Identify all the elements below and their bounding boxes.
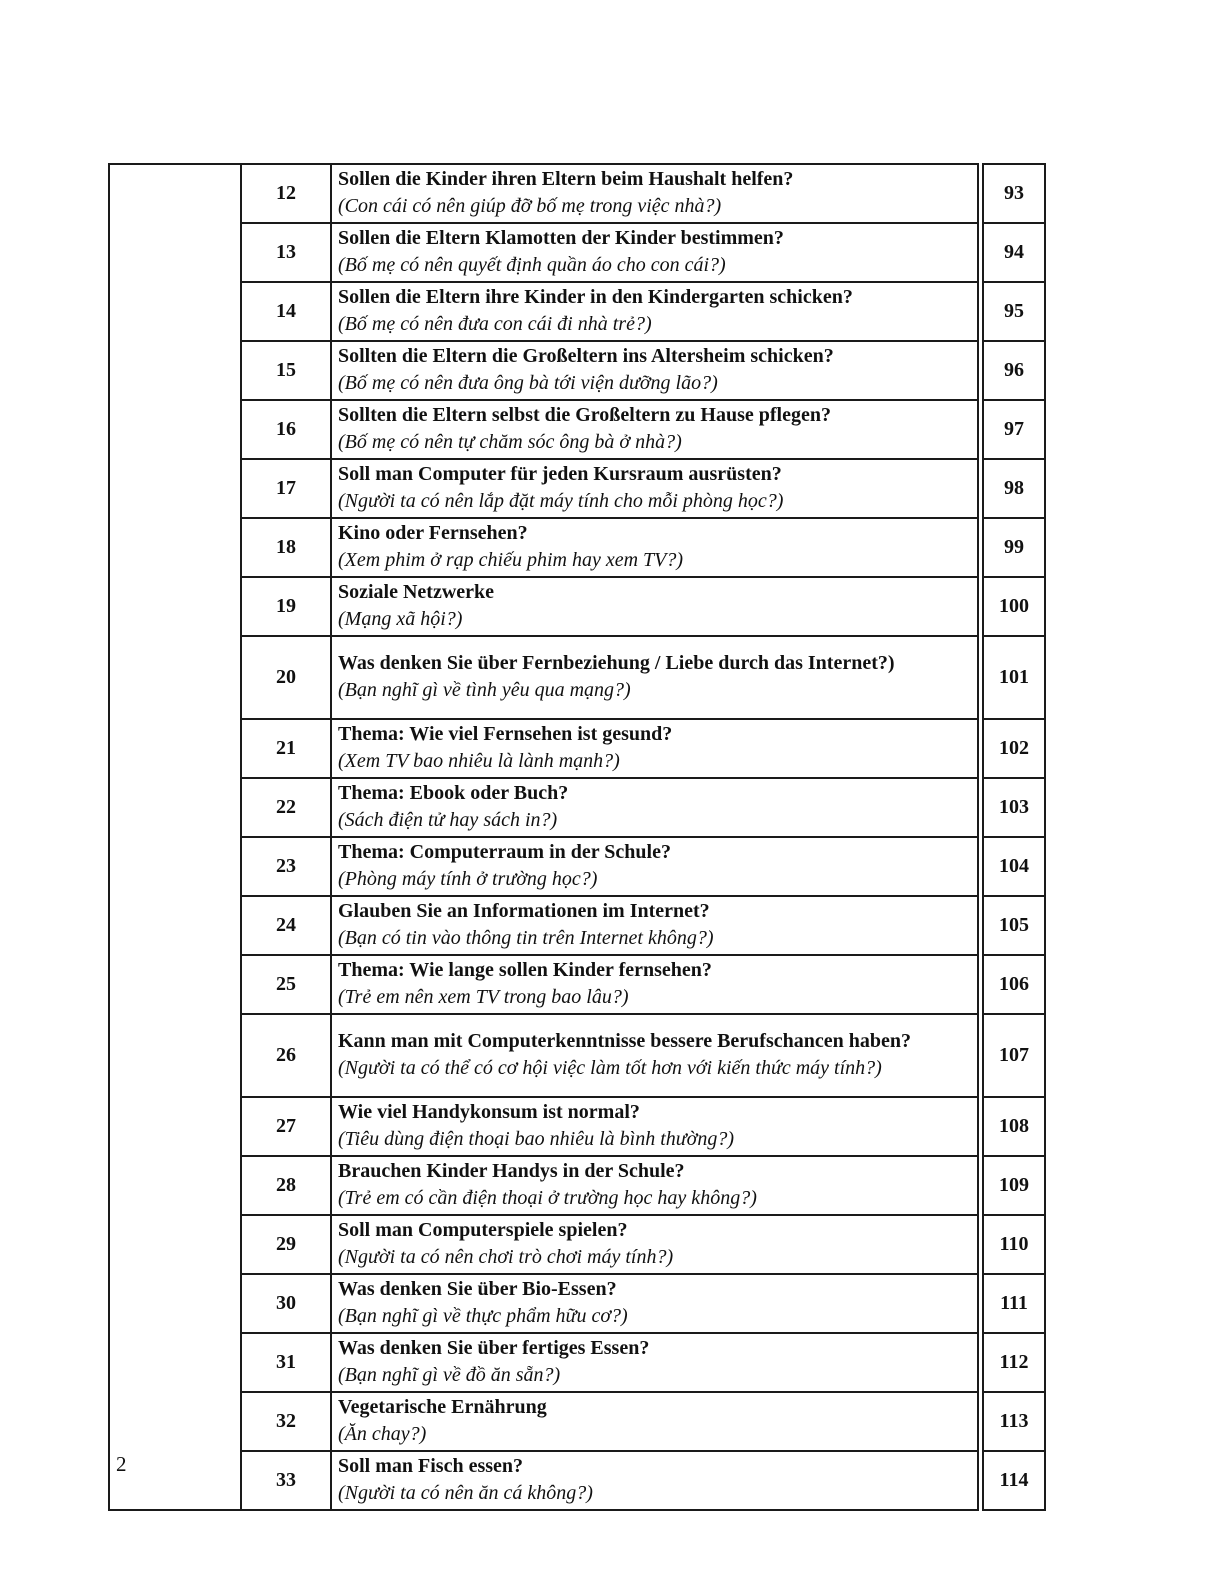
topic-title xyxy=(331,1333,981,1392)
table-of-contents xyxy=(108,163,1046,1511)
page-ref: 101 xyxy=(981,636,1046,719)
topic-number: 28 xyxy=(241,1156,331,1215)
topic-number: 16 xyxy=(241,400,331,459)
topic-title-german: Kino oder Fernsehen? xyxy=(338,522,528,544)
topic-number: 24 xyxy=(241,896,331,955)
topic-title-german: Kann man mit Computerkenntnisse bessere Berufschancen haben? xyxy=(338,1030,911,1052)
topic-title-german: Thema: Wie lange sollen Kinder fernsehen? xyxy=(338,959,712,981)
topic-title-german: Thema: Ebook oder Buch? xyxy=(338,782,569,804)
page-ref: 99 xyxy=(981,518,1046,577)
topic-title-german: Soll man Computerspiele spielen? xyxy=(338,1219,628,1241)
topic-number: 29 xyxy=(241,1215,331,1274)
topic-title-german: Was denken Sie über Bio-Essen? xyxy=(338,1278,617,1300)
table-row xyxy=(109,164,1045,223)
topic-title xyxy=(331,896,981,955)
topic-title xyxy=(331,1014,981,1097)
page-ref: 93 xyxy=(981,164,1046,223)
page-ref: 114 xyxy=(981,1451,1046,1510)
topic-title-vietnamese: (Bố mẹ có nên đưa ông bà tới viện dưỡng lão?) xyxy=(338,372,718,394)
topic-title xyxy=(331,955,981,1014)
table-row xyxy=(109,1274,1045,1333)
topic-title-vietnamese: (Người ta có thể có cơ hội việc làm tốt hơn với kiến thức máy tính?) xyxy=(338,1057,882,1079)
topic-number: 31 xyxy=(241,1333,331,1392)
page-ref: 112 xyxy=(981,1333,1046,1392)
topic-number: 20 xyxy=(241,636,331,719)
topic-title-vietnamese: (Người ta có nên ăn cá không?) xyxy=(338,1482,593,1504)
page-ref: 110 xyxy=(981,1215,1046,1274)
page-ref: 108 xyxy=(981,1097,1046,1156)
page-ref: 95 xyxy=(981,282,1046,341)
table-row xyxy=(109,955,1045,1014)
topic-title xyxy=(331,223,981,282)
table-row xyxy=(109,400,1045,459)
topic-number: 26 xyxy=(241,1014,331,1097)
table-row xyxy=(109,1215,1045,1274)
table-row xyxy=(109,896,1045,955)
topic-title-vietnamese: (Bạn nghĩ gì về thực phẩm hữu cơ?) xyxy=(338,1305,628,1327)
topic-title-german: Sollten die Eltern selbst die Großeltern zu Hause pflegen? xyxy=(338,404,831,426)
topic-title-vietnamese: (Con cái có nên giúp đỡ bố mẹ trong việc nhà?) xyxy=(338,195,722,217)
topic-title-vietnamese: (Bố mẹ có nên đưa con cái đi nhà trẻ?) xyxy=(338,313,652,335)
topic-title-german: Wie viel Handykonsum ist normal? xyxy=(338,1101,640,1123)
topic-title xyxy=(331,778,981,837)
topic-title-german: Thema: Wie viel Fernsehen ist gesund? xyxy=(338,723,673,745)
page-ref: 96 xyxy=(981,341,1046,400)
table-row xyxy=(109,1451,1045,1510)
topic-title xyxy=(331,164,981,223)
topic-title-vietnamese: (Ăn chay?) xyxy=(338,1423,427,1445)
topic-number: 32 xyxy=(241,1392,331,1451)
page-ref: 97 xyxy=(981,400,1046,459)
topic-title-vietnamese: (Người ta có nên lắp đặt máy tính cho mỗi phòng học?) xyxy=(338,490,784,512)
topic-title-german: Was denken Sie über Fernbeziehung / Liebe durch das Internet?) xyxy=(338,652,895,674)
topic-title xyxy=(331,1156,981,1215)
topic-number: 12 xyxy=(241,164,331,223)
table-row xyxy=(109,341,1045,400)
topic-title xyxy=(331,1097,981,1156)
topic-title-vietnamese: (Người ta có nên chơi trò chơi máy tính?) xyxy=(338,1246,674,1268)
topic-title-german: Soziale Netzwerke xyxy=(338,581,495,603)
topic-number: 15 xyxy=(241,341,331,400)
topic-title-vietnamese: (Bạn nghĩ gì về tình yêu qua mạng?) xyxy=(338,679,631,701)
table-row xyxy=(109,837,1045,896)
topic-title xyxy=(331,400,981,459)
topic-title-german: Thema: Computerraum in der Schule? xyxy=(338,841,671,863)
topic-number: 25 xyxy=(241,955,331,1014)
page-ref: 102 xyxy=(981,719,1046,778)
table-row xyxy=(109,1014,1045,1097)
topic-title-german: Vegetarische Ernährung xyxy=(338,1396,547,1418)
topic-title-vietnamese: (Trẻ em nên xem TV trong bao lâu?) xyxy=(338,986,629,1008)
page-ref: 104 xyxy=(981,837,1046,896)
topic-title-vietnamese: (Mạng xã hội?) xyxy=(338,608,463,630)
page-ref: 105 xyxy=(981,896,1046,955)
topic-number: 13 xyxy=(241,223,331,282)
topic-title xyxy=(331,1215,981,1274)
topic-number: 23 xyxy=(241,837,331,896)
topic-title-german: Soll man Computer für jeden Kursraum ausrüsten? xyxy=(338,463,782,485)
topic-title-vietnamese: (Sách điện tử hay sách in?) xyxy=(338,809,558,831)
page-ref: 109 xyxy=(981,1156,1046,1215)
table-row xyxy=(109,459,1045,518)
page-ref: 111 xyxy=(981,1274,1046,1333)
topic-number: 21 xyxy=(241,719,331,778)
topic-number: 30 xyxy=(241,1274,331,1333)
topic-title-german: Sollten die Eltern die Großeltern ins Altersheim schicken? xyxy=(338,345,834,367)
table-row xyxy=(109,1156,1045,1215)
topic-number: 27 xyxy=(241,1097,331,1156)
topic-title-vietnamese: (Bố mẹ có nên quyết định quần áo cho con cái?) xyxy=(338,254,726,276)
topic-title-german: Sollen die Kinder ihren Eltern beim Haushalt helfen? xyxy=(338,168,794,190)
topic-title xyxy=(331,719,981,778)
table-row xyxy=(109,282,1045,341)
topic-title xyxy=(331,341,981,400)
topic-title-german: Brauchen Kinder Handys in der Schule? xyxy=(338,1160,685,1182)
table-row xyxy=(109,1097,1045,1156)
table-row xyxy=(109,1392,1045,1451)
topic-title-vietnamese: (Trẻ em có cần điện thoại ở trường học hay không?) xyxy=(338,1187,757,1209)
topic-title xyxy=(331,1274,981,1333)
page-ref: 106 xyxy=(981,955,1046,1014)
page-ref: 107 xyxy=(981,1014,1046,1097)
topic-title-vietnamese: (Bạn nghĩ gì về đồ ăn sẵn?) xyxy=(338,1364,561,1386)
topic-title-vietnamese: (Tiêu dùng điện thoại bao nhiêu là bình thường?) xyxy=(338,1128,735,1150)
page-ref: 98 xyxy=(981,459,1046,518)
topic-title xyxy=(331,577,981,636)
topic-title-german: Sollen die Eltern Klamotten der Kinder bestimmen? xyxy=(338,227,784,249)
page-ref: 113 xyxy=(981,1392,1046,1451)
topic-title xyxy=(331,1451,981,1510)
topic-number: 18 xyxy=(241,518,331,577)
topic-title xyxy=(331,636,981,719)
topic-number: 22 xyxy=(241,778,331,837)
topic-title xyxy=(331,282,981,341)
topic-title xyxy=(331,837,981,896)
blank-column xyxy=(109,164,241,1510)
topic-title xyxy=(331,518,981,577)
topic-number: 14 xyxy=(241,282,331,341)
topic-title-vietnamese: (Xem phim ở rạp chiếu phim hay xem TV?) xyxy=(338,549,684,571)
topic-number: 17 xyxy=(241,459,331,518)
page-ref: 103 xyxy=(981,778,1046,837)
topic-number: 19 xyxy=(241,577,331,636)
table-row xyxy=(109,1333,1045,1392)
page-number: 2 xyxy=(116,1452,127,1476)
topic-title-german: Sollen die Eltern ihre Kinder in den Kindergarten schicken? xyxy=(338,286,853,308)
topic-title-german: Soll man Fisch essen? xyxy=(338,1455,524,1477)
table-row xyxy=(109,719,1045,778)
table-row xyxy=(109,636,1045,719)
topic-title-german: Was denken Sie über fertiges Essen? xyxy=(338,1337,650,1359)
topic-title-vietnamese: (Bố mẹ có nên tự chăm sóc ông bà ở nhà?) xyxy=(338,431,682,453)
topic-number: 33 xyxy=(241,1451,331,1510)
table-row xyxy=(109,778,1045,837)
table-row xyxy=(109,518,1045,577)
topic-title-vietnamese: (Bạn có tin vào thông tin trên Internet không?) xyxy=(338,927,714,949)
topic-title xyxy=(331,459,981,518)
topic-title xyxy=(331,1392,981,1451)
topic-title-vietnamese: (Phòng máy tính ở trường học?) xyxy=(338,868,598,890)
table-row xyxy=(109,577,1045,636)
page-ref: 100 xyxy=(981,577,1046,636)
table-row xyxy=(109,223,1045,282)
page-ref: 94 xyxy=(981,223,1046,282)
topic-title-german: Glauben Sie an Informationen im Internet? xyxy=(338,900,710,922)
topic-title-vietnamese: (Xem TV bao nhiêu là lành mạnh?) xyxy=(338,750,620,772)
